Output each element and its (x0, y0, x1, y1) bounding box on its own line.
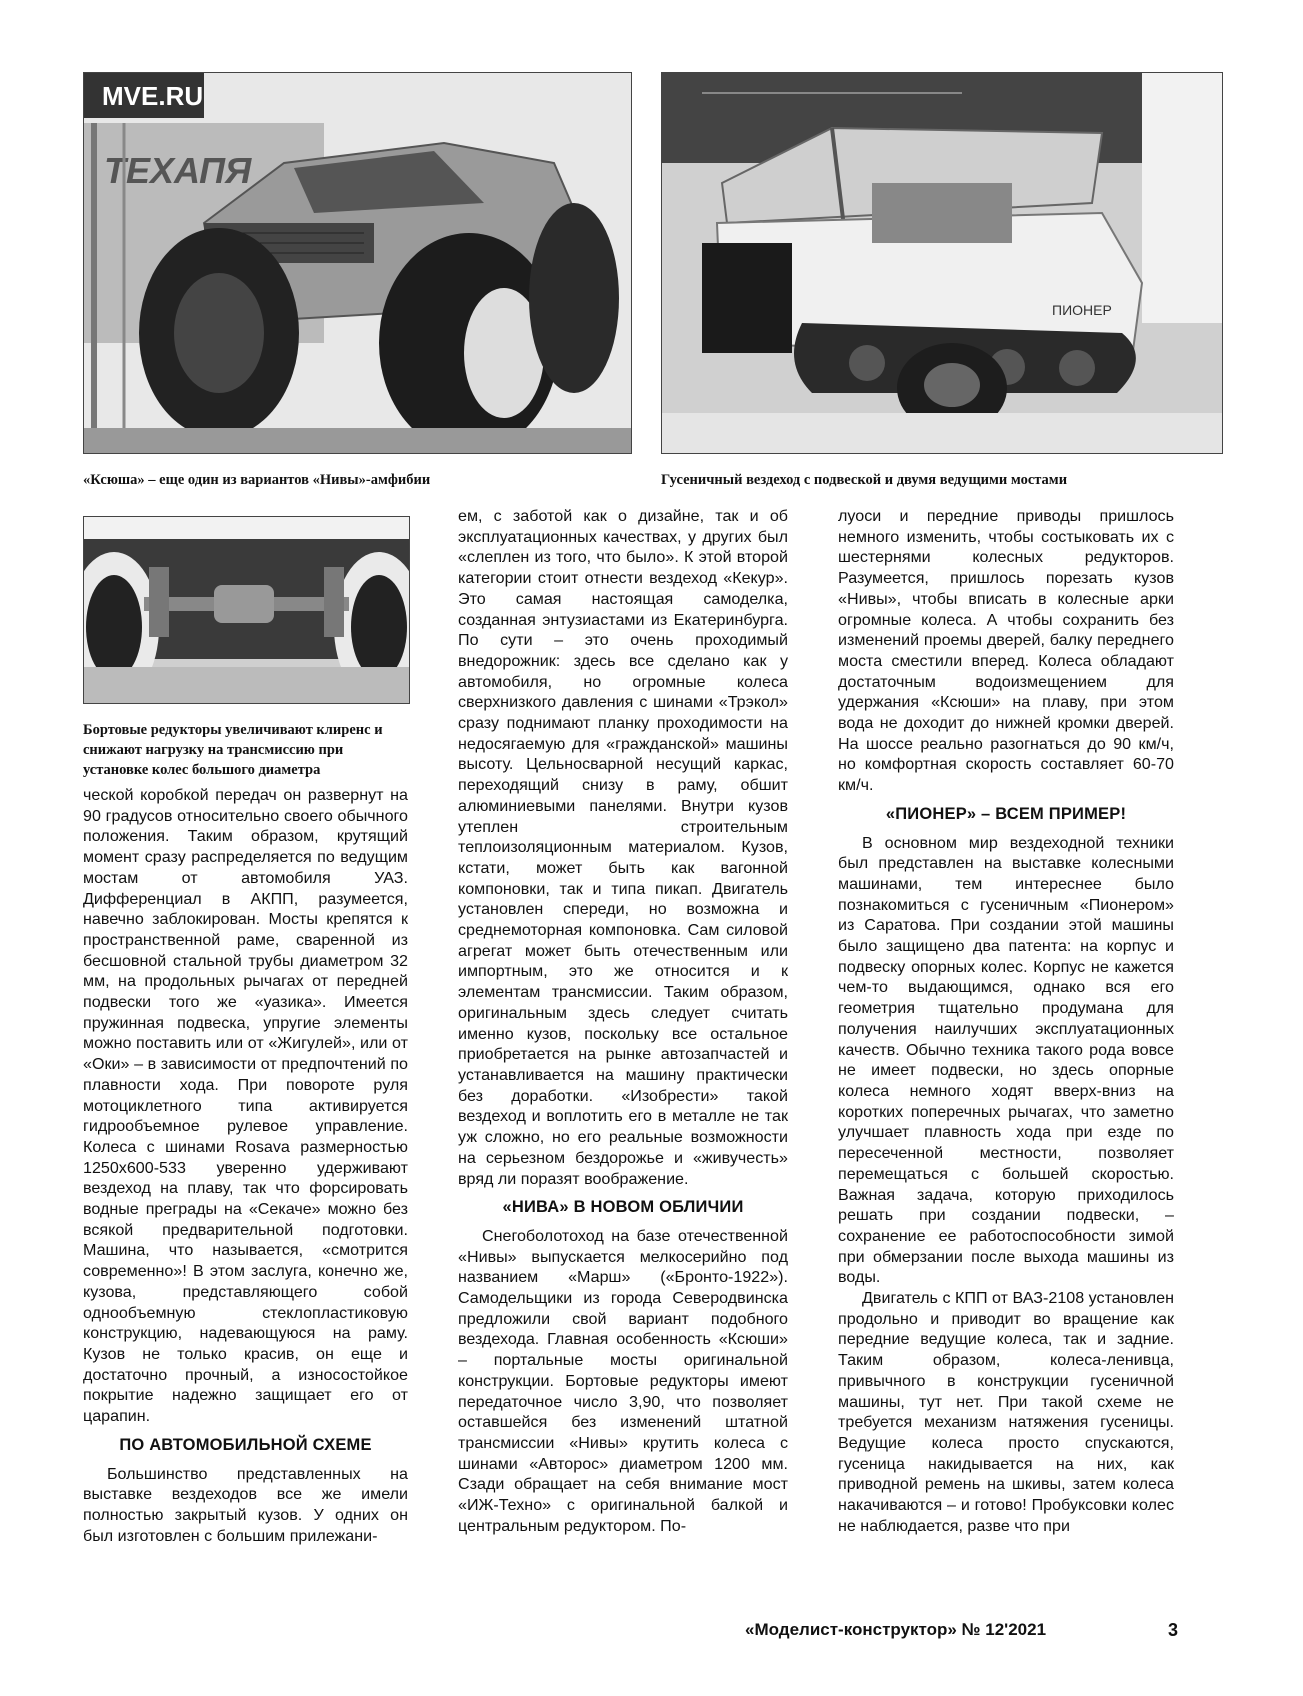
heading-pioneer: «ПИОНЕР» – ВСЕМ ПРИМЕР! (885, 804, 1127, 823)
caption-reducers: Бортовые редукторы увеличивают клиренс и снижают нагрузку на трансмиссию при установке колес большого диаметра (83, 722, 383, 778)
photo-side-reducers (83, 516, 410, 704)
caption-ksyusha: «Ксюша» – еще один из вариантов «Нивы»-амфибии (83, 472, 431, 488)
middle-paragraph-2: Снегоболотоход на базе отечественной «Нивы» выпускается мелкосерийно под названием «Марш» («Бронто-1922»). Самодельщики из города Северодвинска предложили свой вариант подобного вездехода. Главная особенность «Ксюши» – портальные мосты оригинальной конструкции. Бортовые редукторы имеют передаточное число 3,90, что позволяет оставшейся без изменений штатной трансмиссии «Нивы» крутить колеса с шинами «Авторос» диаметром 1200 мм. Сзади обращает на себя внимание мост «ИЖ-Техно» с оригинальной балкой и центральным редуктором. По- (458, 1226, 788, 1535)
heading-automobile-scheme: ПО АВТОМОБИЛЬНОЙ СХЕМЕ (119, 1435, 372, 1454)
right-paragraph-2: В основном мир вездеходной техники был представлен на выставке колесными машинами, тем интереснее было познакомиться с гусеничным «Пионером» из Саратова. При создании этой машины было защищено два патента: на корпус и подвеску опорных колес. Корпус не кажется чем-то выдающимся, однако вся его геометрия тщательно продумана для получения наилучших эксплуатационных качеств. Обычно техника такого рода вовсе не имеет подвески, но здесь опорные колеса немного ходят вверх-вниз на коротких поперечных рычагах, что заметно улучшает плавность хода при езде по пересеченной местности, позволяет перемещаться с большей скоростью. Важная задача, которую приходилось решать при создании подвески, – сохранение ее работоспособности зимой при обмерзании после выхода машины из воды. (838, 833, 1174, 1287)
text-column-left (83, 785, 408, 1546)
text-column-right (838, 506, 1174, 1536)
heading-niva-new-look: «НИВА» В НОВОМ ОБЛИЧИИ (502, 1198, 744, 1217)
caption-pioneer: Гусеничный вездеход с подвеской и двумя ведущими мостами (661, 472, 1068, 488)
left-paragraph-1: ческой коробкой передач он развернут на 90 градусов относительно своего обычного положения. Таким образом, крутящий момент сразу распределяется по ведущим мостам от автомобиля УАЗ. Дифференциал в АКПП, разумеется, навечно заблокирован. Мосты крепятся к пространственной раме, сваренной из бесшовной стальной трубы диаметром 32 мм, на продольных рычагах от передней подвески того же «уазика». Имеется пружинная подвеска, упругие элементы можно поставить или от «Жигулей», или от «Оки» – в зависимости от предпочтений по плавности хода. При повороте руля мотоциклетного типа активируется гидрообъемное рулевое управление. Колеса с шинами Rosava размерностью 1250х600-533 уверенно удерживают вездеход на плаву, так что форсировать водные преграды на «Секаче» можно без всякой предварительной подготовки. Машина, что называется, «смотрится современно»! В этом заслуга, конечно же, кузова, представляющего собой однообъемную стеклопластиковую конструкцию, надевающуюся на раму. Кузов не только красив, он еще и достаточно прочный, а износостойкое покрытие надежно защищает его от царапин. (83, 786, 408, 1426)
photo-pioneer-tracked (661, 72, 1223, 454)
photo-ksyusha-amphibian (83, 72, 632, 454)
left-paragraph-2: Большинство представленных на выставке вездеходов все же имели полностью закрытый кузов. У одних он был изготовлен с большим прилежани- (83, 1464, 408, 1545)
text-column-middle (458, 506, 788, 1536)
right-paragraph-1: луоси и передние приводы пришлось немного изменить, чтобы состыковать их с шестернями колесных редукторов. Разумеется, пришлось порезать кузов «Нивы», чтобы вписать в колесные арки огромные колеса. А чтобы сохранить без изменений проемы дверей, балку переднего моста сместили вперед. Колеса обладают достаточным водоизмещением для удержания «Ксюши» на плаву, при этом вода не доходит до нижней кромки дверей. На шоссе реально разогнаться до 90 км/ч, но комфортная скорость составляет 60-70 км/ч. (838, 507, 1174, 795)
reducers-illustration (84, 517, 409, 703)
ksyusha-illustration (84, 73, 631, 453)
page-number: 3 (1168, 1620, 1179, 1640)
side-text: ПИОНЕР (1052, 302, 1112, 318)
banner-text: ТЕХАПЯ (104, 150, 252, 191)
middle-paragraph-1: ем, с заботой как о дизайне, так и об эксплуатационных качествах, у других был «слеплен из того, что было». К этой второй категории стоит отнести вездеход «Кекур». Это самая настоящая самоделка, созданная энтузиастами из Екатеринбурга. По сути – это очень проходимый внедорожник: здесь все сделано как у автомобиля, но огромные колеса сверхнизкого давления с шинами «Трэкол» сразу поднимают планку проходимости на недосягаемую для «гражданской» машины высоту. Цельносварной несущий каркас, переходящий снизу в раму, обшит алюминиевыми панелями. Внутри кузов утеплен строительным теплоизоляционным материалом. Кузов, кстати, может быть как вагонной компоновки, так и типа пикап. Двигатель установлен спереди, но возможна и среднемоторная компоновка. Сам силовой агрегат может быть отечественным или импортным, это же относится и к элементам трансмиссии. Таким образом, оригинальным здесь следует считать именно кузов, поскольку все остальное приобретается на рынке автозапчастей и устанавливается на машину практически без доработки. «Изобрести» такой вездеход и воплотить его в металле не так уж сложно, но его реальные возможности на серьезном бездорожье и «живучесть» вряд ли поразят воображение. (458, 507, 788, 1188)
right-paragraph-3: Двигатель с КПП от ВАЗ-2108 установлен продольно и приводит во вращение как передние ведущие колеса, так и задние. Таким образом, колеса-ленивца, привычного в конструкции гусеничной машины, тут нет. При такой схеме не требуется механизм натяжения гусеницы. Ведущие колеса просто спускаются, гусеница накидывается на них, как приводной ремень на шкивы, затем колеса накачиваются – и готово! Пробуксовки колес не наблюдается, разве что при (838, 1289, 1174, 1535)
sign-text: MVE.RU (102, 81, 204, 111)
pioneer-illustration (662, 73, 1222, 453)
magazine-issue: «Моделист-конструктор» № 12'2021 (745, 1620, 1047, 1639)
